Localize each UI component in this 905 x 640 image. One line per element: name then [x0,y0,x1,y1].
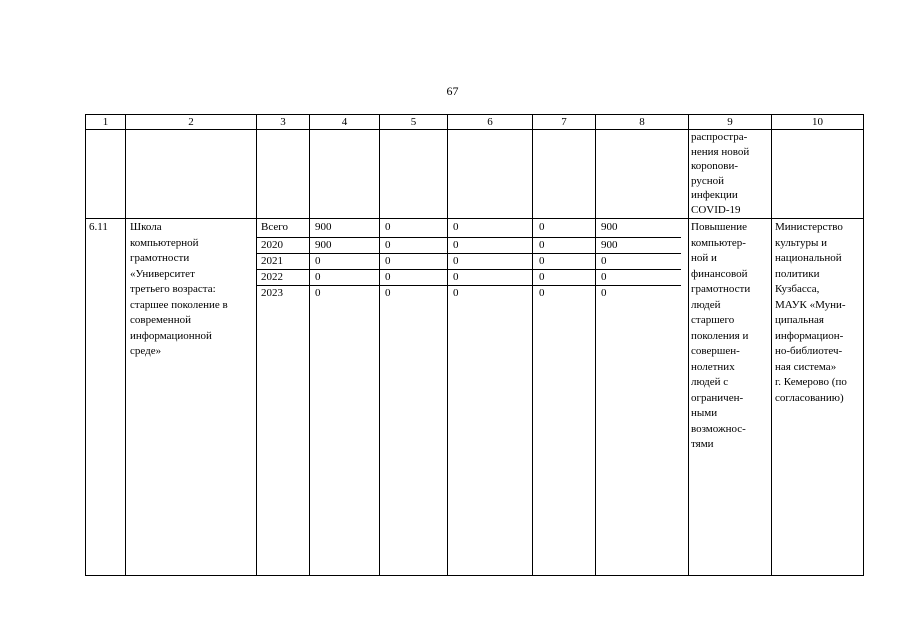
header-cell-6: 6 [487,116,493,128]
col-line-1 [125,114,126,576]
value-col4: 900 [315,239,332,251]
value-col5: 0 [385,271,391,283]
year-label: Всего [261,221,288,233]
year-label: 2023 [261,287,283,299]
value-col6: 0 [453,271,459,283]
value-col6: 0 [453,287,459,299]
col-line-3 [309,114,310,576]
expected-result-text: Повышение компьютер- ной и финансовой грамотности людей старшего поколения и совершен- нолетних людей с ограничен- ными возможнос- тями [691,221,751,450]
year-label: 2022 [261,271,283,283]
header-cell-8: 8 [639,116,645,128]
header-cell-1: 1 [102,116,109,128]
col-line-0 [85,114,86,576]
header-cell-5: 5 [410,116,417,128]
value-col5: 0 [385,221,391,233]
value-col7: 0 [539,239,545,251]
measure-name: Школа компьютерной грамотности «Университет третьего возраста: старшее поколение в современной информационной среде» [130,221,228,357]
value-col6: 0 [453,221,459,233]
program-table [85,114,864,576]
value-col8: 900 [601,221,618,233]
value-col5: 0 [385,255,391,267]
continued-result-text: распростра- нения новой корonови- русной инфекции COVID-19 [691,131,750,216]
col-line-7 [595,114,596,576]
table-border-bottom [85,575,864,576]
col-line-10 [863,114,864,576]
year-label: 2020 [261,239,283,251]
value-col4: 0 [315,271,321,283]
col-line-5 [447,114,448,576]
value-col4: 900 [315,221,332,233]
value-col7: 0 [539,271,545,283]
value-col4: 0 [315,287,321,299]
value-col5: 0 [385,239,391,251]
col-line-8 [688,114,689,576]
header-cell-4: 4 [341,116,348,128]
year-label: 2021 [261,255,283,267]
value-col6: 0 [453,255,459,267]
col-line-9 [771,114,772,576]
value-col8: 900 [601,239,618,251]
value-col8: 0 [601,271,607,283]
value-col7: 0 [539,287,545,299]
header-cell-10: 10 [812,116,823,128]
row-number: 6.11 [89,221,108,233]
col-line-4 [379,114,380,576]
header-cell-2: 2 [188,116,194,128]
value-col8: 0 [601,287,607,299]
page-number: 67 [446,84,459,98]
value-col4: 0 [315,255,321,267]
header-cell-9: 9 [727,116,733,128]
value-col6: 0 [453,239,459,251]
value-col5: 0 [385,287,391,299]
value-col7: 0 [539,221,545,233]
executor-text: Министерство культуры и национальной политики Кузбасса, МАУК «Муни- ципальная информацион- но-библиотеч- ная система» г. Кемерово (по согласованию) [775,221,847,404]
value-col8: 0 [601,255,607,267]
value-col7: 0 [539,255,545,267]
header-cell-7: 7 [561,116,567,128]
header-cell-3: 3 [280,116,286,128]
col-line-2 [256,114,257,576]
col-line-6 [532,114,533,576]
row-divider [85,218,864,219]
